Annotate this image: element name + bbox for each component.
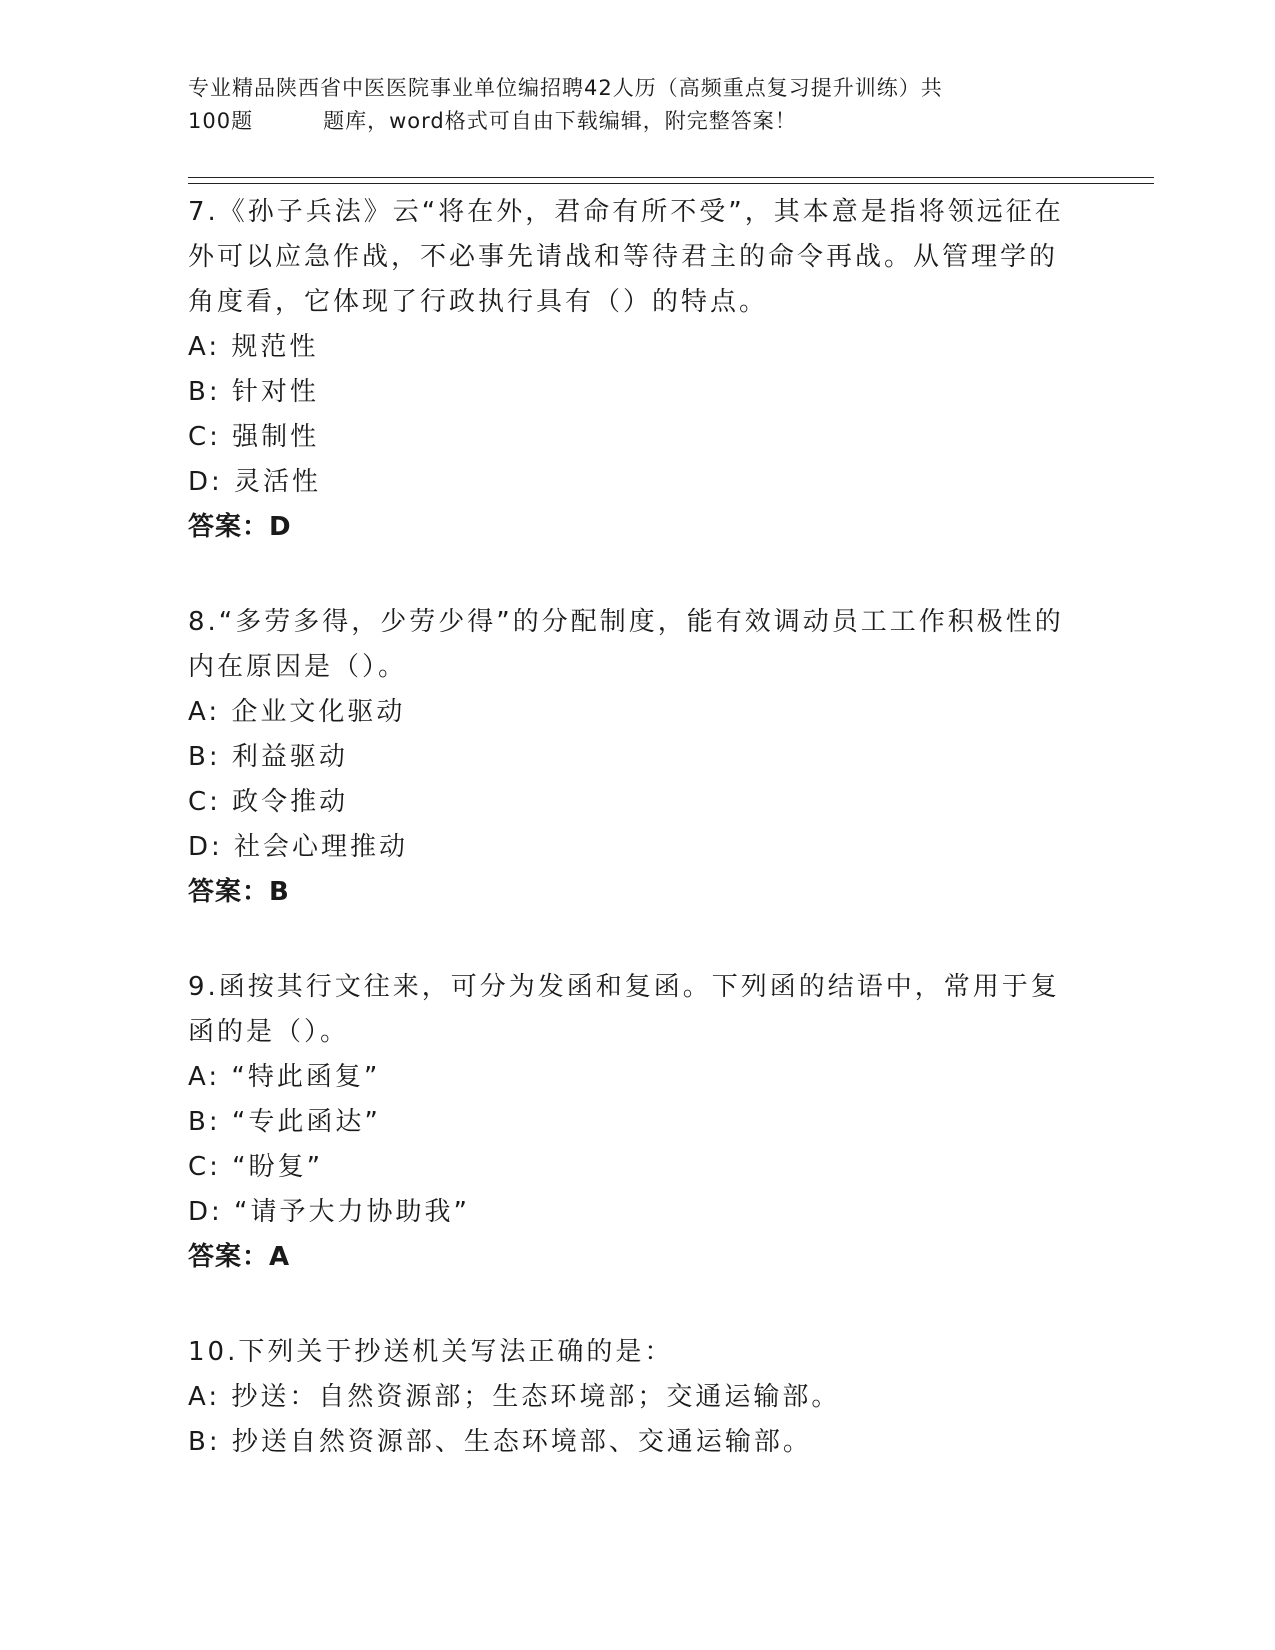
option-d: D: 灵活性 bbox=[188, 467, 322, 497]
question-list bbox=[188, 190, 1088, 1515]
question-7 bbox=[188, 190, 1088, 550]
option-c: C: “盼复” bbox=[188, 1152, 324, 1182]
option-b: B: “专此函达” bbox=[188, 1107, 381, 1137]
option-a: A: 抄送：自然资源部；生态环境部；交通运输部。 bbox=[188, 1382, 841, 1412]
question-stem: 7.《孙子兵法》云“将在外，君命有所不受”，其本意是指将领远征在外可以应急作战，不必事先请战和等待君主的命令再战。从管理学的角度看，它体现了行政执行具有（）的特点。 bbox=[188, 197, 1064, 317]
header-divider-bottom bbox=[188, 183, 1154, 184]
option-b: B: 利益驱动 bbox=[188, 742, 348, 772]
option-a: A: 企业文化驱动 bbox=[188, 697, 406, 727]
header-line-2 bbox=[188, 105, 1068, 138]
option-c: C: 强制性 bbox=[188, 422, 320, 452]
option-d: D: “请予大力协助我” bbox=[188, 1197, 470, 1227]
question-8 bbox=[188, 600, 1088, 915]
option-b: B: 抄送自然资源部、生态环境部、交通运输部。 bbox=[188, 1427, 812, 1457]
option-d: D: 社会心理推动 bbox=[188, 832, 409, 862]
answer: 答案：A bbox=[188, 1242, 291, 1272]
question-stem: 8.“多劳多得，少劳少得”的分配制度，能有效调动员工工作积极性的内在原因是（）。 bbox=[188, 607, 1064, 682]
answer: 答案：D bbox=[188, 512, 292, 542]
document-header bbox=[188, 72, 1068, 138]
question-9 bbox=[188, 965, 1088, 1280]
answer: 答案：B bbox=[188, 877, 290, 907]
question-stem: 10.下列关于抄送机关写法正确的是： bbox=[188, 1337, 674, 1367]
option-a: A: “特此函复” bbox=[188, 1062, 381, 1092]
option-c: C: 政令推动 bbox=[188, 787, 349, 817]
option-a: A: 规范性 bbox=[188, 332, 319, 362]
option-b: B: 针对性 bbox=[188, 377, 319, 407]
header-line-2b: 题库，word格式可自由下载编辑，附完整答案！ bbox=[323, 109, 797, 133]
header-line-1: 专业精品陕西省中医医院事业单位编招聘42人历（高频重点复习提升训练）共 bbox=[188, 76, 943, 100]
header-divider-top bbox=[188, 177, 1154, 178]
question-10 bbox=[188, 1330, 1088, 1465]
header-line-2a: 100题 bbox=[188, 109, 254, 133]
question-stem: 9.函按其行文往来，可分为发函和复函。下列函的结语中，常用于复函的是（）。 bbox=[188, 972, 1060, 1047]
